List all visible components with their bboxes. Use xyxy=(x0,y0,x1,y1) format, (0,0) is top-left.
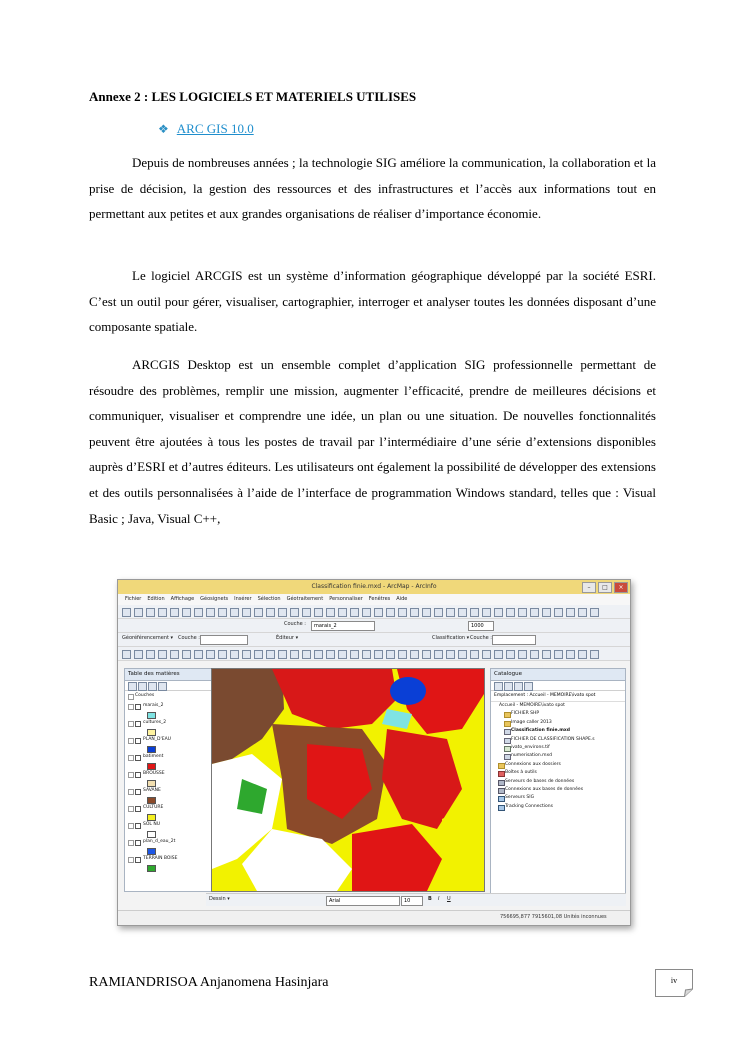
toolbar-button-icon[interactable] xyxy=(230,608,239,617)
toolbar-button-icon[interactable] xyxy=(182,608,191,617)
catalog-item[interactable] xyxy=(491,752,625,760)
toolbar-button-icon[interactable] xyxy=(446,650,455,659)
map-view[interactable] xyxy=(211,668,485,892)
toolbar-button-icon[interactable] xyxy=(506,650,515,659)
toolbar-button-icon[interactable] xyxy=(278,650,287,659)
collapse-icon[interactable] xyxy=(128,789,134,795)
classification-menu[interactable]: Classification ▾ xyxy=(432,635,470,641)
toolbar-button-icon[interactable] xyxy=(506,608,515,617)
catalog-item-label: Classification finie.mxd xyxy=(511,728,571,734)
layer-label: batiment xyxy=(143,754,164,759)
catalog-title: Catalogue xyxy=(491,669,625,681)
toc-layer[interactable] xyxy=(125,854,211,864)
catalog-location xyxy=(491,691,625,702)
database-connection-icon xyxy=(498,788,505,794)
coordinates-readout: 756695,877 7915601,08 Unités inconnues xyxy=(500,914,607,920)
toolbar-button-icon[interactable] xyxy=(578,608,587,617)
gis-server-icon xyxy=(498,796,505,802)
draw-menu[interactable]: Dessin ▾ xyxy=(209,896,230,902)
layer-visibility-checkbox[interactable] xyxy=(135,789,141,795)
layer-swatch xyxy=(125,864,211,871)
draw-toolbar xyxy=(206,893,626,906)
layer-visibility-checkbox[interactable] xyxy=(135,823,141,829)
maximize-icon[interactable]: □ xyxy=(598,582,612,593)
toc-layer[interactable] xyxy=(125,718,211,728)
layer-visibility-checkbox[interactable] xyxy=(135,721,141,727)
menu-geosignets[interactable]: Géosignets xyxy=(200,596,229,602)
toolbar-button-icon[interactable] xyxy=(170,608,179,617)
list-by-source-icon[interactable] xyxy=(138,682,147,691)
toc-title: Table des matières xyxy=(125,669,211,681)
window-title-bar xyxy=(118,580,630,594)
catalog-item[interactable] xyxy=(491,736,625,744)
layer-swatch xyxy=(125,745,211,752)
couche-select[interactable]: marais_2 xyxy=(311,621,375,631)
catalog-item[interactable] xyxy=(491,744,625,752)
collapse-icon[interactable] xyxy=(128,857,134,863)
menu-inserer[interactable]: Insérer xyxy=(234,596,252,602)
page-number: iv xyxy=(670,976,678,985)
map-document-icon xyxy=(504,729,511,735)
catalog-panel xyxy=(490,668,626,902)
toolbar-button-icon[interactable] xyxy=(374,608,383,617)
toolbar-button-icon[interactable] xyxy=(338,608,347,617)
toc-layer-list xyxy=(125,701,211,871)
layer-visibility-checkbox[interactable] xyxy=(135,738,141,744)
toolbar-button-icon[interactable] xyxy=(578,650,587,659)
layer-visibility-checkbox[interactable] xyxy=(135,772,141,778)
toolbar-button-icon[interactable] xyxy=(422,608,431,617)
layer-label: TERRAIN BOISE xyxy=(143,856,178,861)
couche3-select[interactable] xyxy=(492,635,536,645)
footer-author: RAMIANDRISOA Anjanomena Hasinjara xyxy=(89,975,329,990)
georef-toolbar xyxy=(118,633,630,647)
toolbar-button-icon[interactable] xyxy=(374,650,383,659)
map-plan-d-eau xyxy=(390,677,426,705)
toolbar-button-icon[interactable] xyxy=(350,650,359,659)
toolbar-button-icon[interactable] xyxy=(470,608,479,617)
bold-icon[interactable]: B xyxy=(428,896,432,902)
toolbar-button-icon[interactable] xyxy=(410,608,419,617)
toolbar-button-icon[interactable] xyxy=(362,608,371,617)
menu-fenetres[interactable]: Fenêtres xyxy=(368,596,391,602)
layer-swatch xyxy=(125,796,211,803)
toolbar-button-icon[interactable] xyxy=(530,608,539,617)
layer-label: marais_2 xyxy=(143,703,164,708)
layer-swatch xyxy=(125,762,211,769)
toolbar-button-icon[interactable] xyxy=(398,608,407,617)
toolbar-button-icon[interactable] xyxy=(470,650,479,659)
toolbar-button-icon[interactable] xyxy=(290,650,299,659)
toc-layer[interactable] xyxy=(125,786,211,796)
georef-menu[interactable]: Géoréférencement ▾ xyxy=(122,635,174,641)
table-of-contents xyxy=(124,668,212,892)
toolbox-icon xyxy=(498,771,505,777)
layer-visibility-checkbox[interactable] xyxy=(135,806,141,812)
toolbar-button-icon[interactable] xyxy=(518,650,527,659)
toc-layer[interactable] xyxy=(125,701,211,711)
catalog-item-label: Serveurs SIG xyxy=(505,795,535,801)
catalog-item-label: Connexions aux bases de données xyxy=(505,786,584,792)
paragraph-2: Le logiciel ARCGIS est un système d’information géographique développé par la société ESRI. C’est un outil pour gérer, visualiser, cartographier, interroger et analyser toutes les données disposant d’une composante spatiale. xyxy=(89,268,656,335)
toolbar-button-icon[interactable] xyxy=(194,650,203,659)
shapefile-icon xyxy=(504,738,511,744)
toolbar-button-icon[interactable] xyxy=(350,608,359,617)
window-controls xyxy=(582,582,628,593)
raster-icon xyxy=(504,746,511,752)
catalog-item-label: Tracking Connections xyxy=(505,803,553,809)
scale-input[interactable]: 1000 xyxy=(468,621,494,631)
italic-icon[interactable]: I xyxy=(438,896,440,902)
catalog-item[interactable] xyxy=(491,769,625,777)
menu-bar xyxy=(118,594,631,605)
toolbar-button-icon[interactable] xyxy=(254,650,263,659)
layer-swatch xyxy=(125,813,211,820)
toolbar-button-icon[interactable] xyxy=(542,608,551,617)
catalog-item[interactable] xyxy=(491,803,625,811)
toolbar-button-icon[interactable] xyxy=(458,650,467,659)
toolbar-button-icon[interactable] xyxy=(362,650,371,659)
toc-root[interactable] xyxy=(125,691,211,701)
collapse-icon[interactable] xyxy=(128,704,134,710)
toolbar-button-icon[interactable] xyxy=(338,650,347,659)
layer-swatch-color xyxy=(147,865,156,872)
editeur-menu[interactable]: Éditeur ▾ xyxy=(276,635,299,641)
toolbar-button-icon[interactable] xyxy=(242,650,251,659)
toolbar-button-icon[interactable] xyxy=(266,608,275,617)
toolbar-button-icon[interactable] xyxy=(458,608,467,617)
collapse-icon[interactable] xyxy=(128,806,134,812)
toolbar-button-icon[interactable] xyxy=(554,608,563,617)
catalog-item[interactable] xyxy=(491,778,625,786)
layer-label: CULTURE xyxy=(143,805,164,810)
forward-icon[interactable] xyxy=(504,682,513,691)
layer-label: BROUSSE xyxy=(143,771,165,776)
layer-visibility-checkbox[interactable] xyxy=(135,840,141,846)
toc-layer[interactable] xyxy=(125,803,211,813)
layer-visibility-checkbox[interactable] xyxy=(135,704,141,710)
layout-toolbar xyxy=(118,647,630,661)
toolbar-button-icon[interactable] xyxy=(122,650,131,659)
layer-label: plan_d_eau_2t xyxy=(143,839,176,844)
toolbar-button-icon[interactable] xyxy=(134,608,143,617)
minimize-icon[interactable]: – xyxy=(582,582,596,593)
toolbar-button-icon[interactable] xyxy=(278,608,287,617)
toolbar-button-icon[interactable] xyxy=(434,608,443,617)
toolbar-button-icon[interactable] xyxy=(590,608,599,617)
folder-icon xyxy=(504,712,511,718)
toc-layer[interactable] xyxy=(125,735,211,745)
couche3-label: Couche : xyxy=(470,635,492,641)
back-icon[interactable] xyxy=(494,682,503,691)
toolbar-button-icon[interactable] xyxy=(230,650,239,659)
toolbar-button-icon[interactable] xyxy=(386,608,395,617)
menu-affichage[interactable]: Affichage xyxy=(170,596,195,602)
toolbar-button-icon[interactable] xyxy=(326,608,335,617)
toc-layer[interactable] xyxy=(125,752,211,762)
toolbar-button-icon[interactable] xyxy=(182,650,191,659)
arcmap-screenshot xyxy=(117,579,631,926)
menu-geotraitement[interactable]: Géotraitement xyxy=(286,596,324,602)
toc-toolbar xyxy=(125,681,211,691)
toolbar-button-icon[interactable] xyxy=(482,608,491,617)
catalog-item[interactable] xyxy=(491,727,625,735)
layer-label: SOL NU xyxy=(143,822,160,827)
layer-swatch xyxy=(125,711,211,718)
toolbar-button-icon[interactable] xyxy=(518,608,527,617)
menu-edition[interactable]: Edition xyxy=(147,596,165,602)
toolbar-button-icon[interactable] xyxy=(398,650,407,659)
catalog-item-label: Accueil - MEMOIRE\ivato spot xyxy=(499,703,565,708)
list-by-drawing-order-icon[interactable] xyxy=(128,682,137,691)
catalog-item[interactable] xyxy=(491,786,625,794)
catalog-item[interactable] xyxy=(491,719,625,727)
paragraph-3: ARCGIS Desktop est un ensemble complet d’application SIG professionnelle permettant de résoudre des problèmes, remplir une mission, augmenter l’efficacité, prendre de meilleures décisions et communiquer, visualiser et comprendre une idée, un plan ou une situation. De nouvelles fonctionnalités peuvent être ajoutées à tous les postes de travail par l’intermédiaire d’une série d’extensions disponibles auprès d’ESRI et d’autres éditeurs. Les utilisateurs ont également la possibilité de développer des extensions et des outils personnalisées à l’aide de l’interface de programmation Windows standard, telles que : Visual Basic ; Java, Visual C++, xyxy=(89,357,656,526)
window-title: Classification finie.mxd - ArcMap - ArcInfo xyxy=(311,583,437,590)
page-number-box xyxy=(655,969,693,997)
diamond-bullet-icon: ❖ xyxy=(158,121,169,136)
toolbar-button-icon[interactable] xyxy=(554,650,563,659)
toolbar-button-icon[interactable] xyxy=(218,650,227,659)
layer-label: SAVANE xyxy=(143,788,161,793)
toolbar-button-icon[interactable] xyxy=(206,608,215,617)
catalog-item-label: FICHIER SHP xyxy=(511,711,540,717)
toolbar-button-icon[interactable] xyxy=(158,608,167,617)
collapse-icon[interactable] xyxy=(128,738,134,744)
up-folder-icon[interactable] xyxy=(514,682,523,691)
annex-title: Annexe 2 : LES LOGICIELS ET MATERIELS UTILISES xyxy=(89,89,417,104)
catalog-location-label: Emplacement : xyxy=(494,693,529,698)
toc-root-label: Couches xyxy=(135,693,155,698)
toolbar-button-icon[interactable] xyxy=(494,650,503,659)
collapse-icon[interactable] xyxy=(128,840,134,846)
layer-swatch xyxy=(125,728,211,735)
catalog-item-label: FICHIER DE CLASSIFICATION SHAPE.s xyxy=(511,736,595,742)
menu-selection[interactable]: Sélection xyxy=(257,596,281,602)
map-document-icon xyxy=(504,754,511,760)
toolbar-button-icon[interactable] xyxy=(542,650,551,659)
catalog-item-label: numerisation.mxd xyxy=(511,753,553,759)
toolbar-button-icon[interactable] xyxy=(218,608,227,617)
toolbar-button-icon[interactable] xyxy=(146,608,155,617)
catalog-toolbar xyxy=(491,681,625,691)
standard-toolbar xyxy=(118,605,630,619)
collapse-icon[interactable] xyxy=(128,755,134,761)
menu-personnaliser[interactable]: Personnaliser xyxy=(329,596,363,602)
collapse-icon[interactable] xyxy=(128,694,134,700)
catalog-location-value[interactable]: Accueil - MEMOIRE\ivato spot xyxy=(529,693,596,698)
toolbar-button-icon[interactable] xyxy=(314,608,323,617)
toolbar-button-icon[interactable] xyxy=(290,608,299,617)
toolbar-button-icon[interactable] xyxy=(566,608,575,617)
toolbar-button-icon[interactable] xyxy=(170,650,179,659)
home-icon[interactable] xyxy=(524,682,533,691)
folder-icon xyxy=(504,721,511,727)
couche-label: Couche : xyxy=(284,621,306,627)
catalog-item[interactable] xyxy=(491,794,625,802)
classification-map xyxy=(212,669,484,891)
layer-swatch xyxy=(125,830,211,837)
toolbar-button-icon[interactable] xyxy=(254,608,263,617)
status-bar xyxy=(118,910,630,925)
list-by-selection-icon[interactable] xyxy=(158,682,167,691)
layer-visibility-checkbox[interactable] xyxy=(135,755,141,761)
menu-fichier[interactable]: Fichier xyxy=(125,596,142,602)
catalog-item[interactable] xyxy=(491,710,625,718)
toolbar-button-icon[interactable] xyxy=(422,650,431,659)
toc-layer[interactable] xyxy=(125,769,211,779)
toolbar-button-icon[interactable] xyxy=(410,650,419,659)
menu-aide[interactable]: Aide xyxy=(396,596,408,602)
toolbar-button-icon[interactable] xyxy=(122,608,131,617)
toolbar-button-icon[interactable] xyxy=(590,650,599,659)
toolbar-button-icon[interactable] xyxy=(158,650,167,659)
toolbar-button-icon[interactable] xyxy=(482,650,491,659)
catalog-item-label: Connexions aux dossiers xyxy=(505,761,561,767)
catalog-item[interactable] xyxy=(491,761,625,769)
catalog-item-label: Serveurs de bases de données xyxy=(505,778,575,784)
toolbar-button-icon[interactable] xyxy=(266,650,275,659)
toc-layer[interactable] xyxy=(125,837,211,847)
list-by-visibility-icon[interactable] xyxy=(148,682,157,691)
tracking-icon xyxy=(498,805,505,811)
collapse-icon[interactable] xyxy=(128,772,134,778)
toolbar-button-icon[interactable] xyxy=(446,608,455,617)
arcgis-link[interactable]: ARC GIS 10.0 xyxy=(176,121,254,136)
collapse-icon[interactable] xyxy=(128,823,134,829)
toolbar-button-icon[interactable] xyxy=(194,608,203,617)
database-server-icon xyxy=(498,780,505,786)
toolbar-button-icon[interactable] xyxy=(530,650,539,659)
collapse-icon[interactable] xyxy=(128,721,134,727)
toolbar-button-icon[interactable] xyxy=(302,650,311,659)
catalog-item-label: ivato_environs.tif xyxy=(511,744,550,750)
toc-layer[interactable] xyxy=(125,820,211,830)
catalog-item-label: Boîtes à outils xyxy=(505,770,537,776)
underline-icon[interactable]: U xyxy=(447,896,451,902)
paragraph-1: Depuis de nombreuses années ; la technologie SIG améliore la communication, la collaboration et la prise de décision, la gestion des ressources et des infrastructures et l’accès aux informations tout en permettant aux petites et aux grandes organisations de réaliser d’importance économie. xyxy=(89,155,656,222)
toolbar-button-icon[interactable] xyxy=(242,608,251,617)
toolbar-button-icon[interactable] xyxy=(146,650,155,659)
toolbar-button-icon[interactable] xyxy=(494,608,503,617)
catalog-item[interactable] xyxy=(491,702,625,710)
close-icon[interactable]: × xyxy=(614,582,628,593)
layer-visibility-checkbox[interactable] xyxy=(135,857,141,863)
toolbar-button-icon[interactable] xyxy=(206,650,215,659)
catalog-item-label: Image caller 2013 xyxy=(511,719,552,725)
toolbar-button-icon[interactable] xyxy=(326,650,335,659)
layer-swatch xyxy=(125,847,211,854)
layer-swatch xyxy=(125,779,211,786)
layer-toolbar xyxy=(118,619,630,633)
toolbar-button-icon[interactable] xyxy=(434,650,443,659)
toolbar-button-icon[interactable] xyxy=(314,650,323,659)
font-select[interactable]: Arial xyxy=(326,896,400,906)
software-bullet xyxy=(158,121,254,137)
toolbar-button-icon[interactable] xyxy=(386,650,395,659)
font-size-select[interactable]: 10 xyxy=(401,896,423,906)
toolbar-button-icon[interactable] xyxy=(134,650,143,659)
couche2-label: Couche : xyxy=(178,635,200,641)
layer-label: cultures_2 xyxy=(143,720,167,725)
folder-connections-icon xyxy=(498,763,505,769)
couche2-select[interactable] xyxy=(200,635,248,645)
toolbar-button-icon[interactable] xyxy=(566,650,575,659)
toolbar-button-icon[interactable] xyxy=(302,608,311,617)
layer-label: PLAN_D'EAU xyxy=(143,737,171,742)
